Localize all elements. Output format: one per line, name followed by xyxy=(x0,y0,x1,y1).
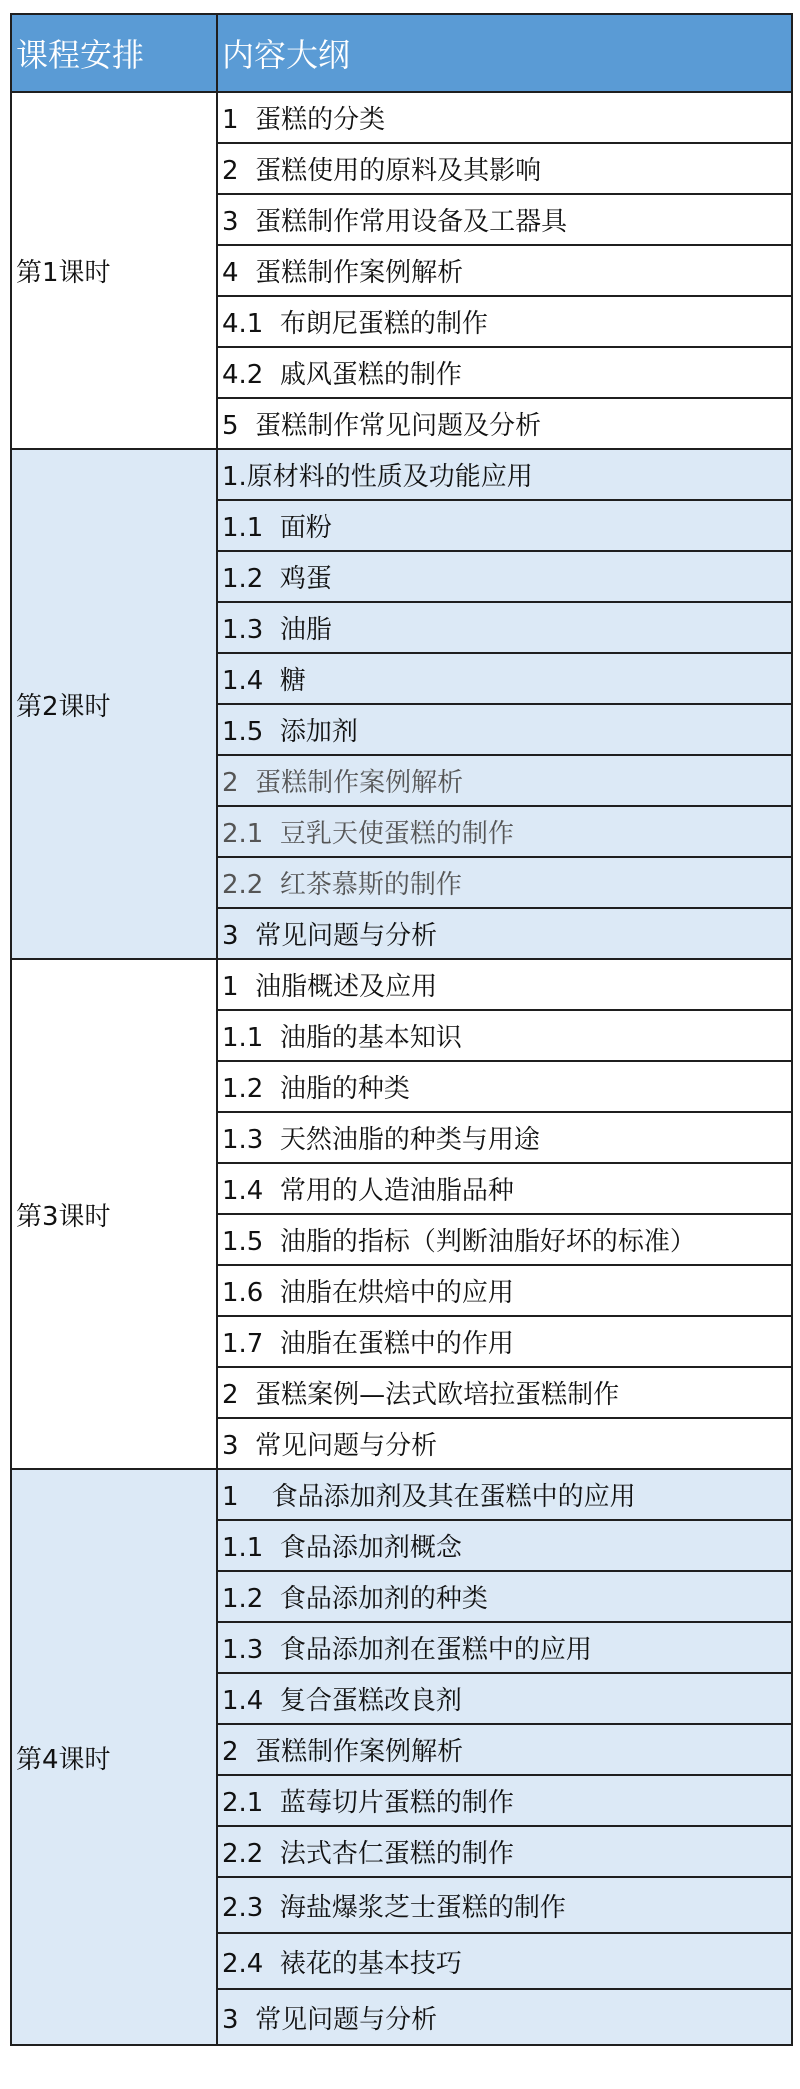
outline-item: 1 蛋糕的分类 xyxy=(217,92,792,143)
outline-item: 1.6 油脂在烘焙中的应用 xyxy=(217,1265,792,1316)
table-row xyxy=(11,959,792,1010)
outline-item: 2.3 海盐爆浆芝士蛋糕的制作 xyxy=(217,1877,792,1933)
outline-item: 2.1 蓝莓切片蛋糕的制作 xyxy=(217,1775,792,1826)
outline-item: 2 蛋糕使用的原料及其影响 xyxy=(217,143,792,194)
outline-item: 1.3 天然油脂的种类与用途 xyxy=(217,1112,792,1163)
outline-item: 1.2 食品添加剂的种类 xyxy=(217,1571,792,1622)
outline-item: 5 蛋糕制作常见问题及分析 xyxy=(217,398,792,449)
session-label: 第1课时 xyxy=(11,92,217,449)
outline-item: 2 蛋糕制作案例解析 xyxy=(217,1724,792,1775)
outline-item: 1.1 面粉 xyxy=(217,500,792,551)
outline-item: 1.4 糖 xyxy=(217,653,792,704)
outline-item: 2.1 豆乳天使蛋糕的制作 xyxy=(217,806,792,857)
table-row xyxy=(11,92,792,143)
outline-item: 2 蛋糕制作案例解析 xyxy=(217,755,792,806)
outline-item: 4 蛋糕制作案例解析 xyxy=(217,245,792,296)
outline-item: 2.2 红茶慕斯的制作 xyxy=(217,857,792,908)
outline-item: 1.3 油脂 xyxy=(217,602,792,653)
table-body xyxy=(11,92,792,2045)
outline-item: 2 蛋糕案例—法式欧培拉蛋糕制作 xyxy=(217,1367,792,1418)
outline-item: 1.1 食品添加剂概念 xyxy=(217,1520,792,1571)
outline-item: 1.4 复合蛋糕改良剂 xyxy=(217,1673,792,1724)
outline-item: 1.原材料的性质及功能应用 xyxy=(217,449,792,500)
outline-item: 1 食品添加剂及其在蛋糕中的应用 xyxy=(217,1469,792,1520)
table-row xyxy=(11,1469,792,1520)
outline-item: 1.5 油脂的指标（判断油脂好坏的标准） xyxy=(217,1214,792,1265)
outline-item: 3 常见问题与分析 xyxy=(217,1989,792,2045)
table-row xyxy=(11,449,792,500)
session-label: 第2课时 xyxy=(11,449,217,959)
outline-item: 1.1 油脂的基本知识 xyxy=(217,1010,792,1061)
header-content-outline: 内容大纲 xyxy=(217,14,792,92)
outline-item: 4.1 布朗尼蛋糕的制作 xyxy=(217,296,792,347)
outline-item: 2.4 裱花的基本技巧 xyxy=(217,1933,792,1989)
outline-item: 1.7 油脂在蛋糕中的作用 xyxy=(217,1316,792,1367)
session-label: 第3课时 xyxy=(11,959,217,1469)
outline-item: 4.2 戚风蛋糕的制作 xyxy=(217,347,792,398)
course-outline-table xyxy=(10,13,793,2046)
outline-item: 1.2 油脂的种类 xyxy=(217,1061,792,1112)
outline-item: 2.2 法式杏仁蛋糕的制作 xyxy=(217,1826,792,1877)
header-course-schedule: 课程安排 xyxy=(11,14,217,92)
table-header-row xyxy=(11,14,792,92)
outline-item: 1.3 食品添加剂在蛋糕中的应用 xyxy=(217,1622,792,1673)
session-label: 第4课时 xyxy=(11,1469,217,2045)
outline-item: 3 常见问题与分析 xyxy=(217,1418,792,1469)
outline-item: 1.4 常用的人造油脂品种 xyxy=(217,1163,792,1214)
outline-item: 3 常见问题与分析 xyxy=(217,908,792,959)
outline-item: 1.2 鸡蛋 xyxy=(217,551,792,602)
outline-item: 1 油脂概述及应用 xyxy=(217,959,792,1010)
outline-item: 3 蛋糕制作常用设备及工器具 xyxy=(217,194,792,245)
outline-item: 1.5 添加剂 xyxy=(217,704,792,755)
